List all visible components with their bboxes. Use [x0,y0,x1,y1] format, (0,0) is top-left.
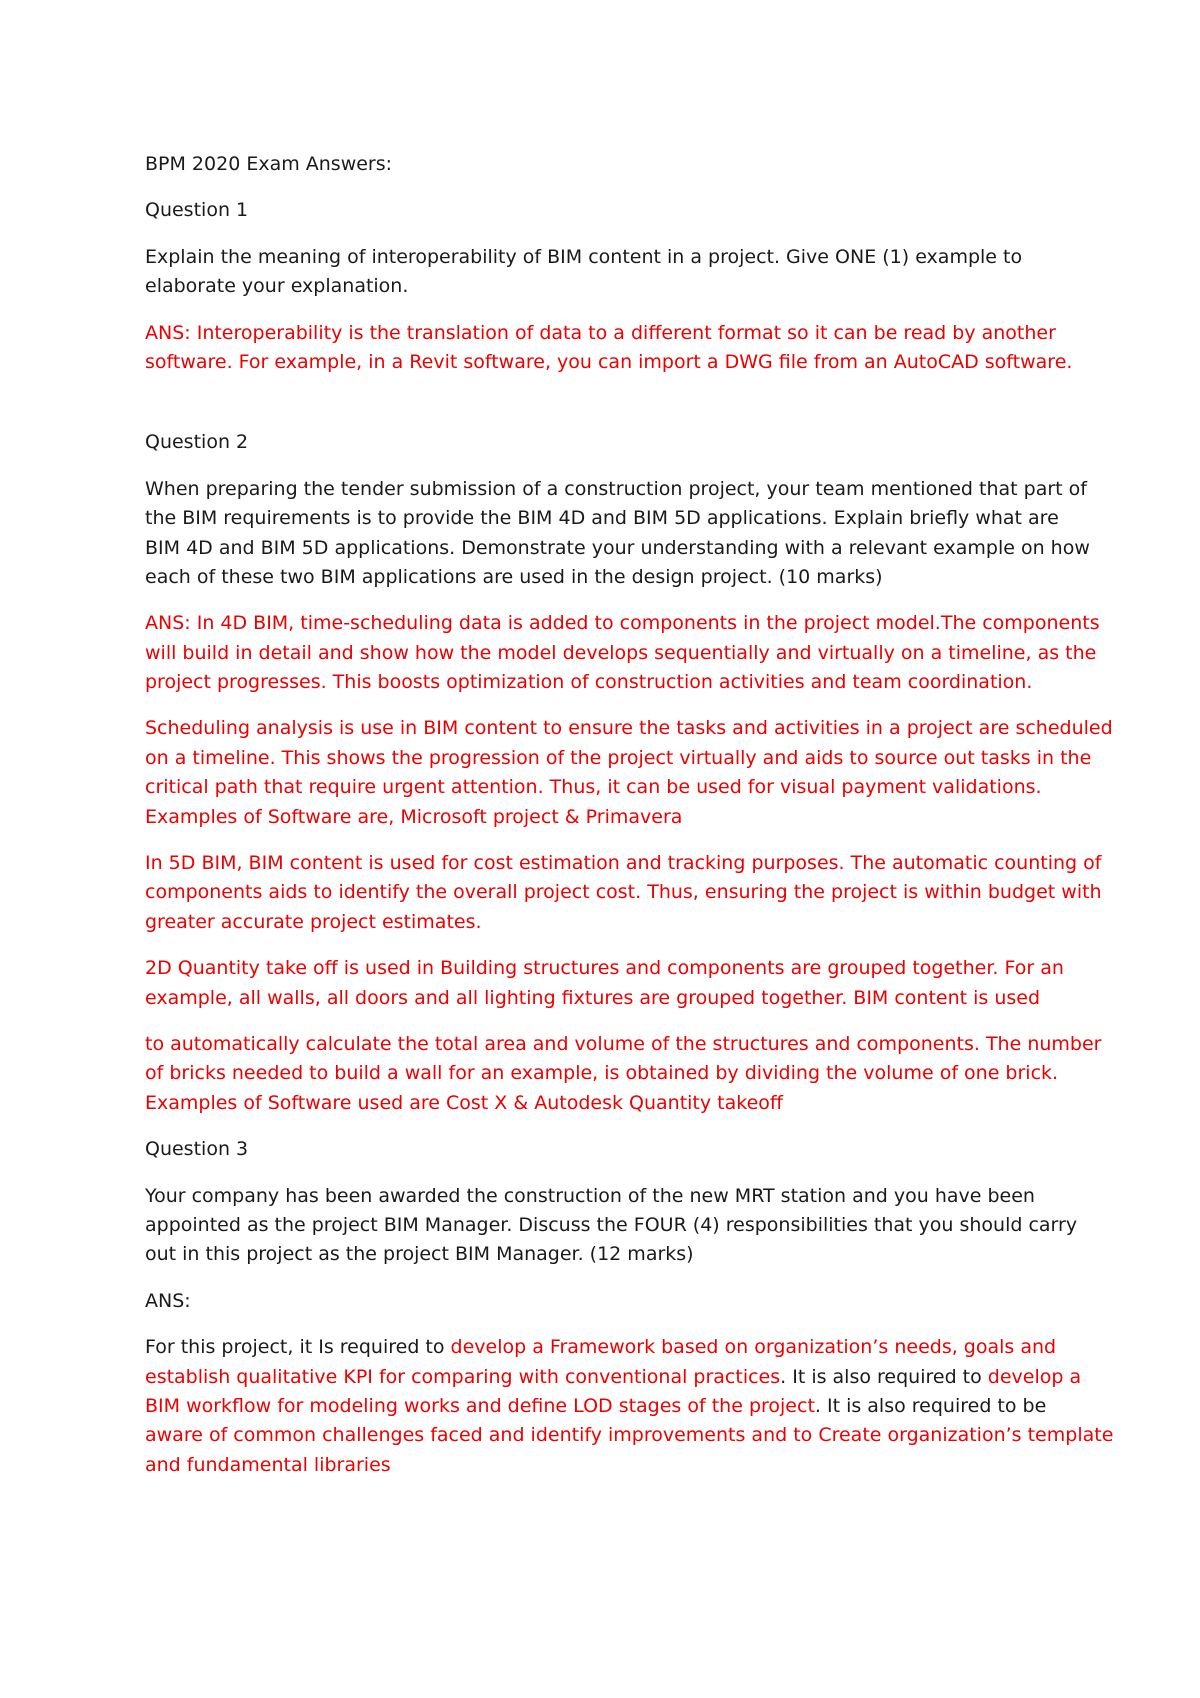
section-spacer [145,394,1075,428]
document-body [145,150,1114,1497]
q2-answer-line: In 5D BIM, BIM content is used for cost estimation and tracking purposes. The automatic counting of [145,852,1102,875]
q3-answer-plain-text: For this project, it Is required to [145,1336,451,1359]
q3-heading-block [145,1135,1075,1164]
q3-answer-line [145,1333,1075,1362]
q1-question [145,243,1075,302]
q3-answer-line [145,1421,1114,1450]
q3-question-line: appointed as the project BIM Manager. Discuss the FOUR (4) responsibilities that you should carry [145,1213,1078,1236]
q2-answer-line: to automatically calculate the total area and volume of the structures and components. The number [145,1032,1102,1055]
q1-question-line: Explain the meaning of interoperability of BIM content in a project. Give ONE (1) example to [145,245,1023,268]
q1-answer-line: software. For example, in a Revit software, you can import a DWG file from an AutoCAD software. [145,350,1073,373]
q3-question [145,1182,1078,1270]
q2-answer-line: example, all walls, all doors and all lighting fixtures are grouped together. BIM content is used [145,986,1041,1009]
q3-heading: Question 3 [145,1138,249,1161]
q2-heading: Question 2 [145,431,249,454]
q3-answer-highlight-text: and fundamental libraries [145,1453,391,1476]
q3-answer-highlight-text: aware of common challenges faced and identify improvements and to Create organization’s template [145,1424,1114,1447]
q2-answer-line: greater accurate project estimates. [145,910,482,933]
document-title: BPM 2020 Exam Answers: [145,153,393,175]
q3-question-line: out in this project as the project BIM Manager. (12 marks) [145,1243,694,1266]
q2-question [145,475,1090,593]
q3-answer-plain-text: . It is also required to be [814,1394,1047,1417]
q1-answer-line: ANS: Interoperability is the translation of data to a different format so it can be read by another [145,321,1056,344]
q2-answer-paragraph-1 [145,609,1100,697]
q3-answer-highlight-text: BIM workflow for modeling works and define LOD stages of the project [145,1394,815,1417]
q3-answer-line [145,1392,1075,1421]
q3-answer-highlight-text: develop a Framework based on organization’s needs, goals and [450,1336,1057,1359]
q3-answer-plain-text: . It is also required to [780,1365,988,1388]
q2-question-line: each of these two BIM applications are used in the design project. (10 marks) [145,565,883,588]
q2-answer-line: of bricks needed to build a wall for an example, is obtained by dividing the volume of one brick. [145,1062,1059,1085]
q1-question-line: elaborate your explanation. [145,275,409,298]
q2-answer-line: Scheduling analysis is use in BIM content to ensure the tasks and activities in a project are scheduled [145,717,1113,740]
q2-answer-line: Examples of Software used are Cost X & Autodesk Quantity takeoff [145,1091,783,1114]
q3-answer [145,1333,1114,1480]
q1-answer [145,319,1075,378]
q3-answer-highlight-text: develop a [987,1365,1082,1388]
q3-answer-line [145,1451,1075,1480]
q1-heading-block [145,196,1075,225]
document-title-block [145,150,1075,179]
q2-answer-paragraph-2 [145,714,1113,832]
q2-answer-line: ANS: In 4D BIM, time-scheduling data is added to components in the project model.The components [145,612,1100,635]
q2-question-line: the BIM requirements is to provide the BIM 4D and BIM 5D applications. Explain briefly what are [145,507,1059,530]
q3-ans-label-block [145,1287,1075,1316]
q2-answer-line: 2D Quantity take off is used in Building structures and components are grouped together. For an [145,957,1064,980]
q2-answer-paragraph-3 [145,849,1102,937]
q1-heading: Question 1 [145,199,249,222]
q2-answer-line: project progresses. This boosts optimization of construction activities and team coordination. [145,671,1033,694]
q2-answer-paragraph-5 [145,1030,1102,1118]
q2-answer-line: critical path that require urgent attention. Thus, it can be used for visual payment validations. [145,776,1042,799]
q2-answer-line: on a timeline. This shows the progression of the project virtually and aids to source out tasks in the [145,746,1092,769]
q2-answer-line: will build in detail and show how the model develops sequentially and virtually on a timeline, as the [145,641,1097,664]
q3-ans-label: ANS: [145,1289,191,1312]
q2-heading-block [145,428,1075,457]
q3-answer-highlight-text: establish qualitative KPI for comparing with conventional practices [145,1365,781,1388]
q2-question-line: BIM 4D and BIM 5D applications. Demonstrate your understanding with a relevant example on how [145,536,1090,559]
q3-answer-line [145,1363,1082,1392]
q2-answer-line: components aids to identify the overall project cost. Thus, ensuring the project is within budget with [145,881,1102,904]
q2-question-line: When preparing the tender submission of a construction project, your team mentioned that part of [145,477,1087,500]
q2-answer-line: Examples of Software are, Microsoft project & Primavera [145,805,683,828]
q2-answer-paragraph-4 [145,954,1075,1013]
q3-question-line: Your company has been awarded the construction of the new MRT station and you have been [145,1184,1035,1207]
